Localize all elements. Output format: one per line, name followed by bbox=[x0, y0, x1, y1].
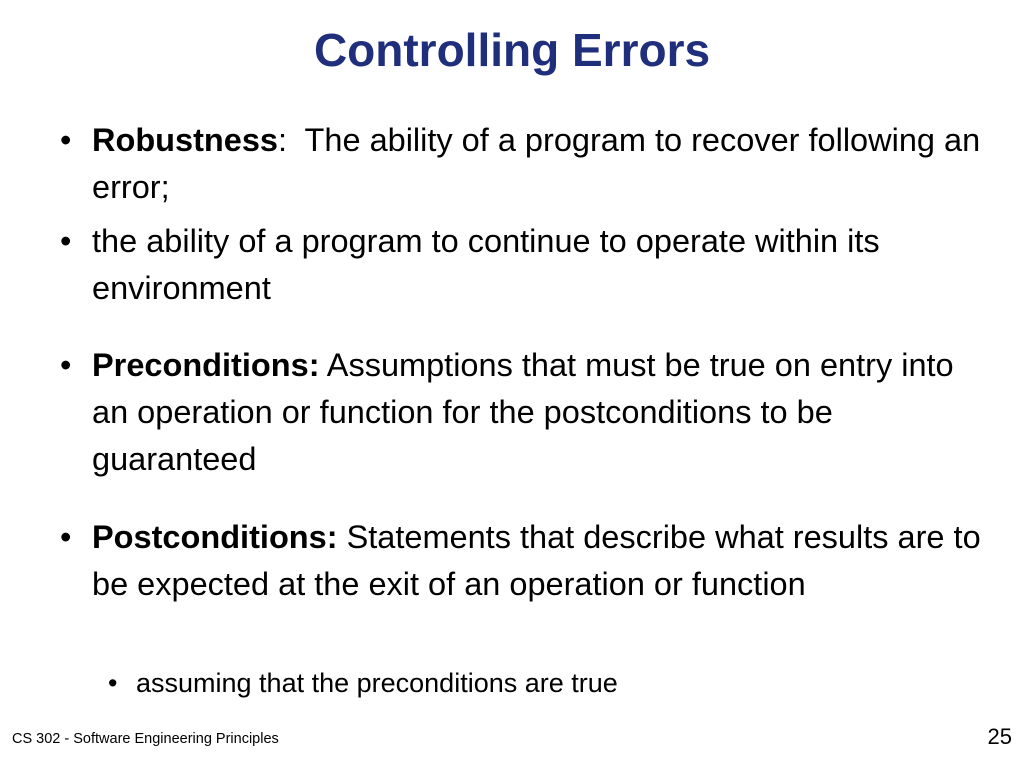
bullet-description: Statements that describe what results are to be expected at the exit of an operation or function bbox=[92, 519, 981, 602]
slide-title: Controlling Errors bbox=[313, 24, 711, 76]
bullet-description: Assumptions that must be true on entry into an operation or function for the postconditions to be guaranteed bbox=[92, 347, 954, 477]
bullet-description: the ability of a program to continue to operate within its environment bbox=[92, 223, 880, 306]
bullet-postconditions bbox=[60, 514, 990, 608]
bullet-text bbox=[92, 117, 990, 211]
bullet-term: Preconditions: bbox=[92, 347, 320, 383]
bullet-text bbox=[92, 218, 990, 312]
sub-bullet-dot: • bbox=[108, 668, 118, 698]
bullet-term: Postconditions: bbox=[92, 519, 338, 555]
bullet-robustness bbox=[60, 117, 990, 211]
bullet-separator bbox=[320, 347, 327, 383]
bullet-separator: : bbox=[278, 122, 305, 158]
sub-bullet-text: assuming that the preconditions are true bbox=[136, 668, 618, 698]
bullet-text bbox=[92, 514, 990, 608]
bullet-operate-environment bbox=[60, 218, 990, 312]
bullet-term: Robustness bbox=[92, 122, 279, 158]
bullet-dot: • bbox=[60, 519, 72, 555]
sub-bullet-preconditions-true bbox=[108, 665, 988, 701]
footer-course-name: CS 302 - Software Engineering Principles bbox=[12, 731, 279, 747]
bullet-text bbox=[92, 342, 990, 483]
page-number: 25 bbox=[987, 724, 1012, 749]
bullet-preconditions bbox=[60, 342, 990, 483]
bullet-dot: • bbox=[60, 223, 72, 259]
bullet-separator bbox=[338, 519, 347, 555]
bullet-description: The ability of a program to recover following an error; bbox=[92, 122, 981, 205]
bullet-dot: • bbox=[60, 347, 72, 383]
bullet-dot: • bbox=[60, 122, 72, 158]
